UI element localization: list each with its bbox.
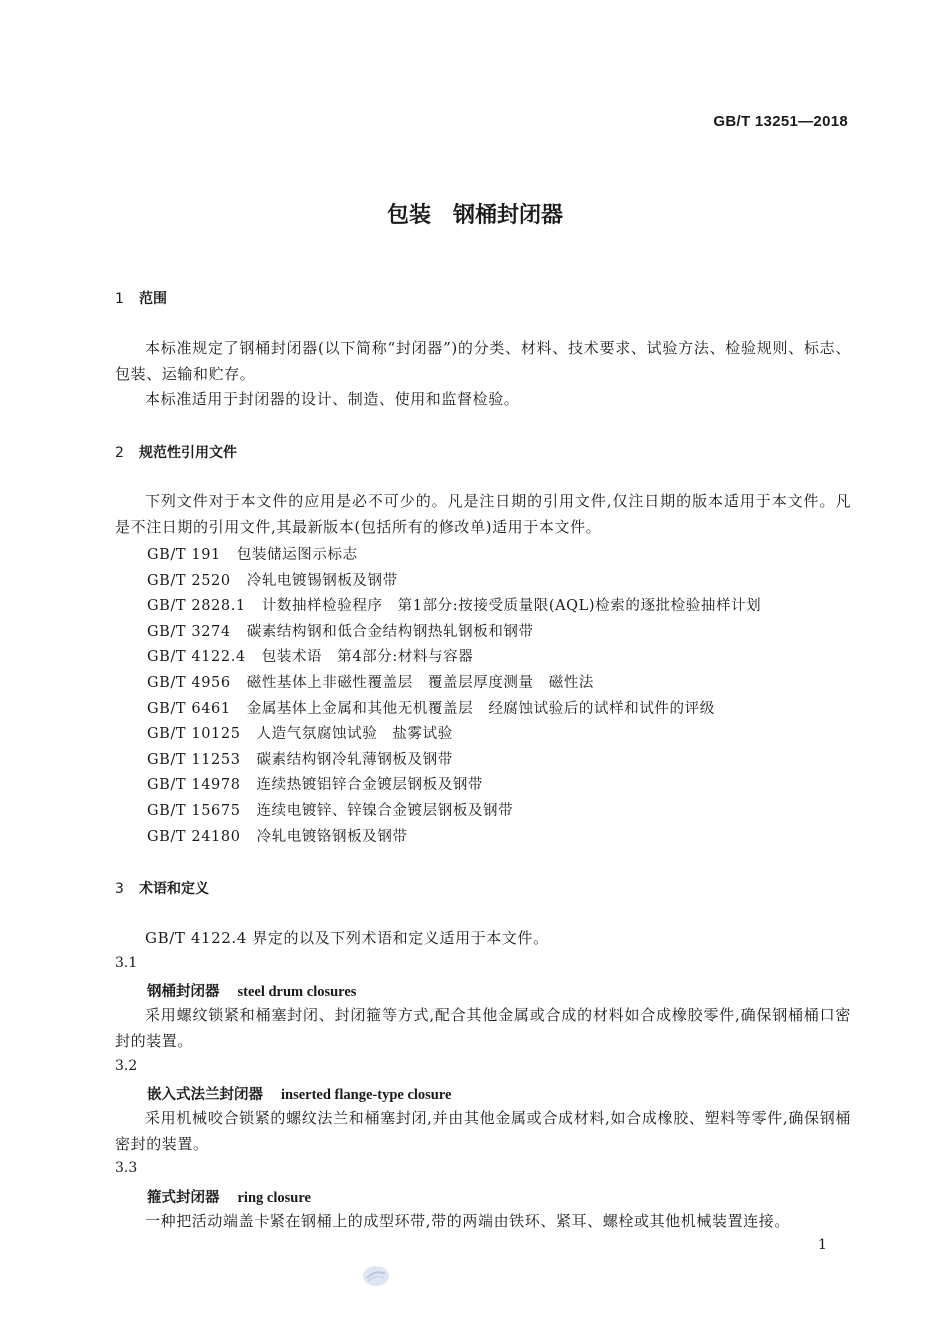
reference-item <box>147 543 358 564</box>
reference-title: 金属基体上金属和其他无机覆盖层 经腐蚀试验后的试样和试件的评级 <box>246 701 715 717</box>
term-chinese: 箍式封闭器 <box>147 1190 220 1206</box>
term-english: steel drum closures <box>237 984 357 1000</box>
term-heading <box>147 1083 451 1104</box>
reference-title: 碳素结构钢和低合金结构钢热轧钢板和钢带 <box>246 624 534 640</box>
term-english: ring closure <box>237 1190 311 1206</box>
reference-title: 包装术语 第4部分:材料与容器 <box>261 649 474 665</box>
reference-code: GB/T 10125 <box>147 726 241 742</box>
reference-code: GB/T 15675 <box>147 803 241 819</box>
reference-code: GB/T 2520 <box>147 573 231 589</box>
section-title: 术语和定义 <box>139 881 209 897</box>
section-heading-scope <box>115 288 167 308</box>
reference-code: GB/T 4122.4 <box>147 649 246 665</box>
document-title: 包装 钢桶封闭器 <box>386 203 563 228</box>
page-number: 1 <box>818 1237 827 1253</box>
reference-code: GB/T 3274 <box>147 624 231 640</box>
reference-item <box>147 748 453 769</box>
reference-code: GB/T 11253 <box>147 752 241 768</box>
reference-code: GB/T 2828.1 <box>147 598 246 614</box>
sac-logo-icon <box>362 1265 390 1287</box>
term-english: inserted flange-type closure <box>281 1087 452 1103</box>
term-number: 3.3 <box>115 1160 138 1176</box>
section-title: 范围 <box>139 291 167 307</box>
reference-title: 碳素结构钢冷轧薄钢板及钢带 <box>256 752 453 768</box>
reference-item <box>147 594 761 615</box>
reference-code: GB/T 14978 <box>147 777 241 793</box>
section-number: 1 <box>115 291 124 307</box>
references-paragraph: 下列文件对于本文件的应用是必不可少的。凡是注日期的引用文件,仅注日期的版本适用于本文件。凡是不注日期的引用文件,其最新版本(包括所有的修改单)适用于本文件。 <box>115 492 851 536</box>
reference-title: 连续电镀锌、锌镍合金镀层钢板及钢带 <box>256 803 514 819</box>
reference-title: 连续热镀铝锌合金镀层钢板及钢带 <box>256 777 484 793</box>
scope-paragraph-1: 本标准规定了钢桶封闭器(以下简称“封闭器”)的分类、材料、技术要求、试验方法、检验规则、标志、包装、运输和贮存。 <box>115 339 851 383</box>
reference-item <box>147 645 473 666</box>
reference-item <box>147 825 408 846</box>
standard-number: GB/T 13251—2018 <box>713 113 848 130</box>
reference-title: 计数抽样检验程序 第1部分:按接受质量限(AQL)检索的逐批检验抽样计划 <box>261 598 762 614</box>
section-heading-terms-definitions <box>115 878 209 898</box>
reference-title: 冷轧电镀铬钢板及钢带 <box>256 829 408 845</box>
term-definition: 一种把活动端盖卡紧在钢桶上的成型环带,带的两端由铁环、紧耳、螺栓或其他机械装置连接。 <box>145 1212 790 1230</box>
section-number: 3 <box>115 881 124 897</box>
reference-title: 磁性基体上非磁性覆盖层 覆盖层厚度测量 磁性法 <box>246 675 595 691</box>
reference-code: GB/T 4956 <box>147 675 231 691</box>
scope-paragraph-2: 本标准适用于封闭器的设计、制造、使用和监督检验。 <box>145 390 520 408</box>
reference-item <box>147 722 453 743</box>
reference-item <box>147 671 594 692</box>
reference-item <box>147 773 483 794</box>
reference-item <box>147 697 715 718</box>
reference-code: GB/T 24180 <box>147 829 241 845</box>
section-heading-normative-references <box>115 442 237 462</box>
term-number: 3.1 <box>115 955 138 971</box>
reference-code: GB/T 191 <box>147 547 221 563</box>
reference-title: 人造气氛腐蚀试验 盐雾试验 <box>256 726 453 742</box>
reference-title: 包装储运图示标志 <box>236 547 358 563</box>
term-chinese: 钢桶封闭器 <box>147 984 220 1000</box>
reference-item <box>147 569 398 590</box>
term-heading <box>147 980 356 1001</box>
term-definition: 采用机械咬合锁紧的螺纹法兰和桶塞封闭,并由其他金属或合成材料,如合成橡胶、塑料等零件,确保钢桶密封的装置。 <box>115 1109 851 1153</box>
term-chinese: 嵌入式法兰封闭器 <box>147 1087 263 1103</box>
section-number: 2 <box>115 445 124 461</box>
term-definition: 采用螺纹锁紧和桶塞封闭、封闭箍等方式,配合其他金属或合成的材料如合成橡胶零件,确保钢桶桶口密封的装置。 <box>115 1006 851 1050</box>
reference-item <box>147 620 534 641</box>
terms-intro-paragraph: GB/T 4122.4 界定的以及下列术语和定义适用于本文件。 <box>145 929 549 947</box>
term-number: 3.2 <box>115 1058 138 1074</box>
section-title: 规范性引用文件 <box>139 445 237 461</box>
reference-title: 冷轧电镀锡钢板及钢带 <box>246 573 398 589</box>
reference-code: GB/T 6461 <box>147 701 231 717</box>
reference-item <box>147 799 513 820</box>
term-heading <box>147 1186 311 1207</box>
